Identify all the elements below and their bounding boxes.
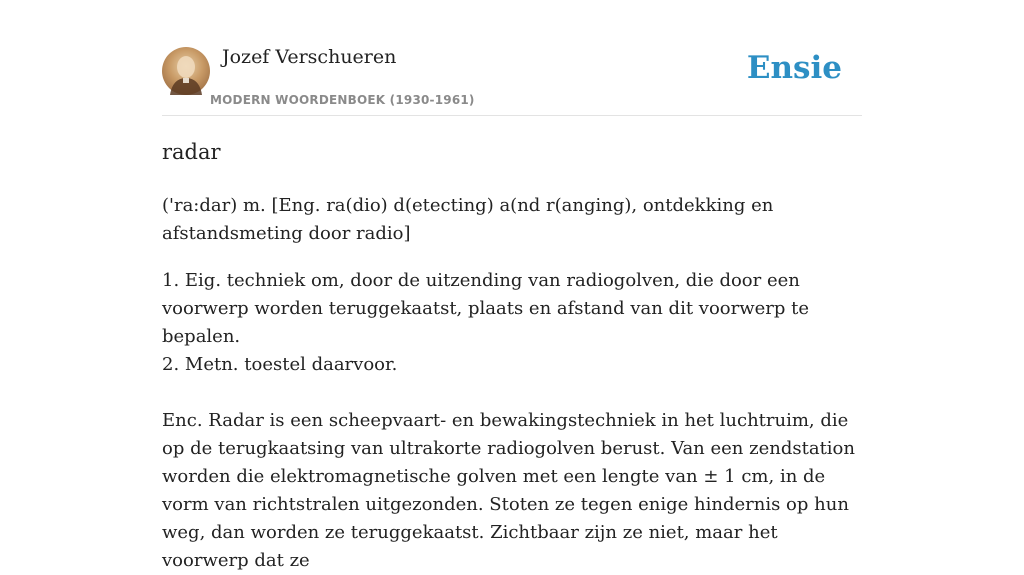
portrait-icon: [162, 47, 210, 95]
header: [162, 44, 862, 116]
sense-2-text: 2. Metn. toestel daarvoor.: [162, 354, 398, 375]
etymology-text: ('ra:dar) m. [Eng. ra(dio) d(etecting) a(nd r(anging), ontdekking en afstandsmeting door radio]: [162, 195, 774, 244]
entry-content: [162, 192, 862, 575]
source-label[interactable]: MODERN WOORDENBOEK (1930-1961): [210, 93, 475, 107]
entry-title: radar: [162, 140, 221, 164]
author-avatar[interactable]: [162, 47, 210, 95]
ensie-logo[interactable]: Ensie: [746, 50, 842, 86]
author-name[interactable]: Jozef Verschueren: [222, 46, 397, 68]
sense-1-text: 1. Eig. techniek om, door de uitzending van radiogolven, die door een voorwerp worden teruggekaatst, plaats en afstand van dit voorwerp te bepalen.: [162, 270, 810, 347]
encyclopedic-text: Enc. Radar is een scheepvaart- en bewakingstechniek in het luchtruim, die op de terugkaatsing van ultrakorte radiogolven berust. Van een zendstation worden die elektromagnetische golven met een lengte van ± 1 cm, in de vorm van richtstralen uitgezonden. Stoten ze tegen enige hindernis op hun weg, dan worden ze teruggekaatst. Zichtbaar zijn ze niet, maar het voorwerp dat ze: [162, 410, 855, 571]
